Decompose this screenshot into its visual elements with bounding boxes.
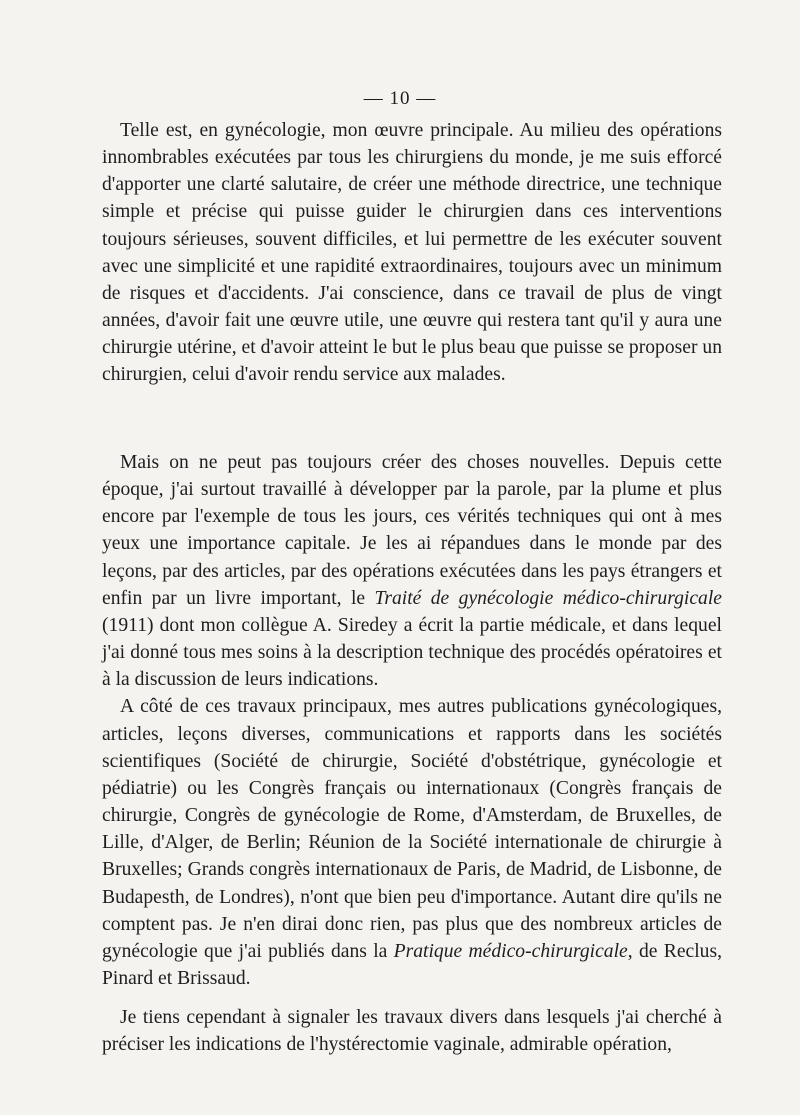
text-block-2 bbox=[102, 449, 722, 992]
page-number: — 10 — bbox=[363, 88, 437, 109]
paragraph-2-book-title: Traité de gynécologie médico-chirurgicale bbox=[374, 587, 722, 609]
paragraph-3-text-end: , de Reclus, Pinard et Brissaud. bbox=[102, 940, 722, 989]
paragraph-2 bbox=[102, 449, 722, 693]
paragraph-2-text-end: (1911) dont mon collègue A. Siredey a écrit la partie médicale, et dans lequel j'ai donné tous mes soins à la description technique des procédés opératoires et à la discussion de leurs indications. bbox=[102, 614, 722, 691]
paragraph-3 bbox=[102, 693, 722, 992]
paragraph-3-publication-title: Pratique médico-chirurgicale bbox=[393, 940, 628, 962]
paragraph-2-text-start: Mais on ne peut pas toujours créer des choses nouvelles. Depuis cette époque, j'ai surtout travaillé à développer par la parole, par la plume et plus encore par l'exemple de tous les jours, ces vérités techniques qui ont à mes yeux une importance capitale. Je les ai répandues dans le monde par des leçons, par des articles, par des opérations exécutées dans les pays étrangers et enfin par un livre important, le bbox=[102, 452, 722, 609]
paragraph-4: Je tiens cependant à signaler les travaux divers dans lesquels j'ai cherché à préciser les indications de l'hystérectomie vaginale, admirable opération, bbox=[102, 1007, 722, 1056]
paragraph-1: Telle est, en gynécologie, mon œuvre principale. Au milieu des opérations innombrables exécutées par tous les chirurgiens du monde, je me suis efforcé d'apporter une clarté salutaire, de créer une méthode directrice, une technique simple et précise qui puisse guider le chirurgien dans ces interventions toujours sérieuses, souvent difficiles, et lui permettre de les exécuter souvent avec une simplicité et une rapidité extraordinaires, toujours avec un minimum de risques et d'accidents. J'ai conscience, dans ce travail de plus de vingt années, d'avoir fait une œuvre utile, une œuvre qui restera tant qu'il y aura une chirurgie utérine, et d'avoir atteint le but le plus beau que puisse se proposer un chirurgien, celui d'avoir rendu service aux malades. bbox=[102, 120, 722, 386]
text-block-3 bbox=[102, 1004, 722, 1058]
paragraph-3-text-start: A côté de ces travaux principaux, mes autres publications gynécologiques, articles, leçons diverses, communications et rapports dans les sociétés scientifiques (Société de chirurgie, Société d'obstétrique, gynécologie et pédiatrie) ou les Congrès français ou internationaux (Congrès français de chirurgie, Congrès de gynécologie de Rome, d'Amsterdam, de Bruxelles, de Lille, d'Alger, de Berlin; Réunion de la Société internationale de chirurgie à Bruxelles; Grands congrès internationaux de Paris, de Madrid, de Lisbonne, de Budapesth, de Londres), n'ont que bien peu d'importance. Autant dire qu'ils ne comptent pas. Je n'en dirai donc rien, pas plus que des nombreux articles de gynécologie que j'ai publiés dans la bbox=[102, 696, 722, 962]
text-block-1 bbox=[102, 117, 722, 389]
